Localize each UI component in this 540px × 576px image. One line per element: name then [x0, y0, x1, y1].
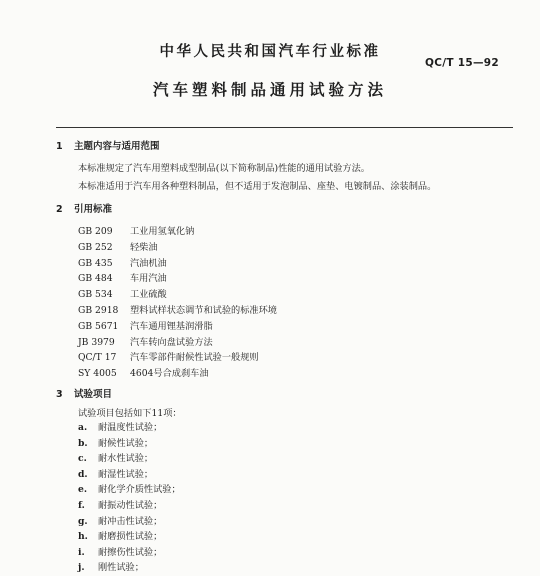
reference-list — [78, 224, 277, 382]
reference-name: 汽车转向盘试验方法 — [130, 336, 213, 348]
reference-item — [78, 303, 277, 319]
test-item — [78, 467, 181, 483]
reference-code: GB 484 — [78, 273, 113, 285]
item-letter: i. — [78, 546, 85, 558]
reference-item — [78, 240, 277, 256]
reference-item — [78, 256, 277, 272]
test-item — [78, 451, 181, 467]
item-text: 耐冲击性试验； — [98, 515, 163, 527]
reference-code: SY 4005 — [78, 368, 117, 380]
section-title: 引用标准 — [74, 204, 113, 215]
item-letter: d. — [78, 468, 88, 480]
section-1-heading — [56, 138, 160, 152]
section-title: 主题内容与适用范围 — [74, 141, 160, 152]
reference-item — [78, 271, 277, 287]
reference-name: 汽车零部件耐候性试验一般规则 — [130, 352, 259, 364]
reference-item — [78, 319, 277, 335]
reference-name: 塑料试样状态调节和试验的标准环境 — [130, 304, 277, 316]
reference-name: 车用汽油 — [130, 273, 167, 285]
reference-code: QC/T 17 — [78, 352, 117, 364]
item-letter: a. — [78, 422, 88, 433]
reference-code: GB 209 — [78, 226, 113, 237]
section-2-heading — [56, 201, 112, 215]
item-letter: e. — [78, 484, 88, 496]
reference-item — [78, 366, 277, 382]
reference-item — [78, 287, 277, 303]
item-text: 耐温度性试验； — [98, 422, 163, 433]
item-letter: b. — [78, 437, 88, 449]
test-item — [78, 498, 181, 514]
test-item — [78, 529, 181, 545]
reference-code: GB 534 — [78, 289, 113, 301]
reference-name: 工业硫酸 — [130, 289, 167, 301]
item-text: 刚性试验； — [98, 562, 144, 574]
header-rule — [56, 127, 513, 128]
section-3-heading — [56, 386, 112, 400]
section-1-paragraph: 本标准规定了汽车用塑料成型制品(以下简称制品)性能的通用试验方法。 — [78, 163, 370, 174]
test-item — [78, 420, 181, 436]
item-text: 耐擦伤性试验； — [98, 546, 163, 558]
items-intro: 试验项目包括如下11项： — [78, 408, 182, 419]
test-item-list — [78, 420, 181, 576]
document-title: 汽车塑料制品通用试验方法 — [152, 81, 387, 99]
reference-name: 汽油机油 — [130, 257, 167, 269]
section-number: 3 — [56, 389, 63, 400]
reference-name: 轻柴油 — [130, 241, 158, 253]
reference-item — [78, 224, 277, 240]
reference-name: 4604号合成刹车油 — [130, 368, 209, 380]
item-letter: c. — [78, 453, 87, 465]
reference-code: GB 5671 — [78, 320, 119, 332]
item-text: 耐化学介质性试验； — [98, 484, 181, 496]
item-text: 耐候性试验； — [98, 437, 154, 449]
item-letter: h. — [78, 531, 88, 543]
test-item — [78, 514, 181, 530]
item-letter: j. — [78, 562, 85, 574]
reference-item — [78, 350, 277, 366]
reference-code: GB 435 — [78, 257, 113, 269]
item-letter: g. — [78, 515, 88, 527]
reference-name: 汽车通用锂基润滑脂 — [130, 320, 213, 332]
item-letter: f. — [78, 499, 85, 511]
reference-name: 工业用氢氧化钠 — [130, 226, 195, 237]
section-number: 2 — [56, 204, 63, 215]
reference-code: JB 3979 — [78, 336, 115, 348]
reference-code: GB 252 — [78, 241, 113, 253]
item-text: 耐振动性试验； — [98, 499, 163, 511]
test-item — [78, 545, 181, 561]
item-text: 耐水性试验； — [98, 453, 154, 465]
reference-item — [78, 335, 277, 351]
test-item — [78, 560, 181, 576]
test-item — [78, 436, 181, 452]
reference-code: GB 2918 — [78, 304, 119, 316]
test-item — [78, 482, 181, 498]
section-number: 1 — [56, 141, 63, 152]
item-text: 耐湿性试验； — [98, 468, 154, 480]
section-title: 试验项目 — [74, 389, 113, 400]
org-line: 中华人民共和国汽车行业标准 — [159, 44, 381, 60]
section-1-paragraph: 本标准适用于汽车用各种塑料制品，但不适用于发泡制品、座垫、电镀制品、涂装制品。 — [78, 181, 437, 192]
item-text: 耐磨损性试验； — [98, 531, 163, 543]
standard-code: QC/T 15—92 — [425, 57, 500, 69]
